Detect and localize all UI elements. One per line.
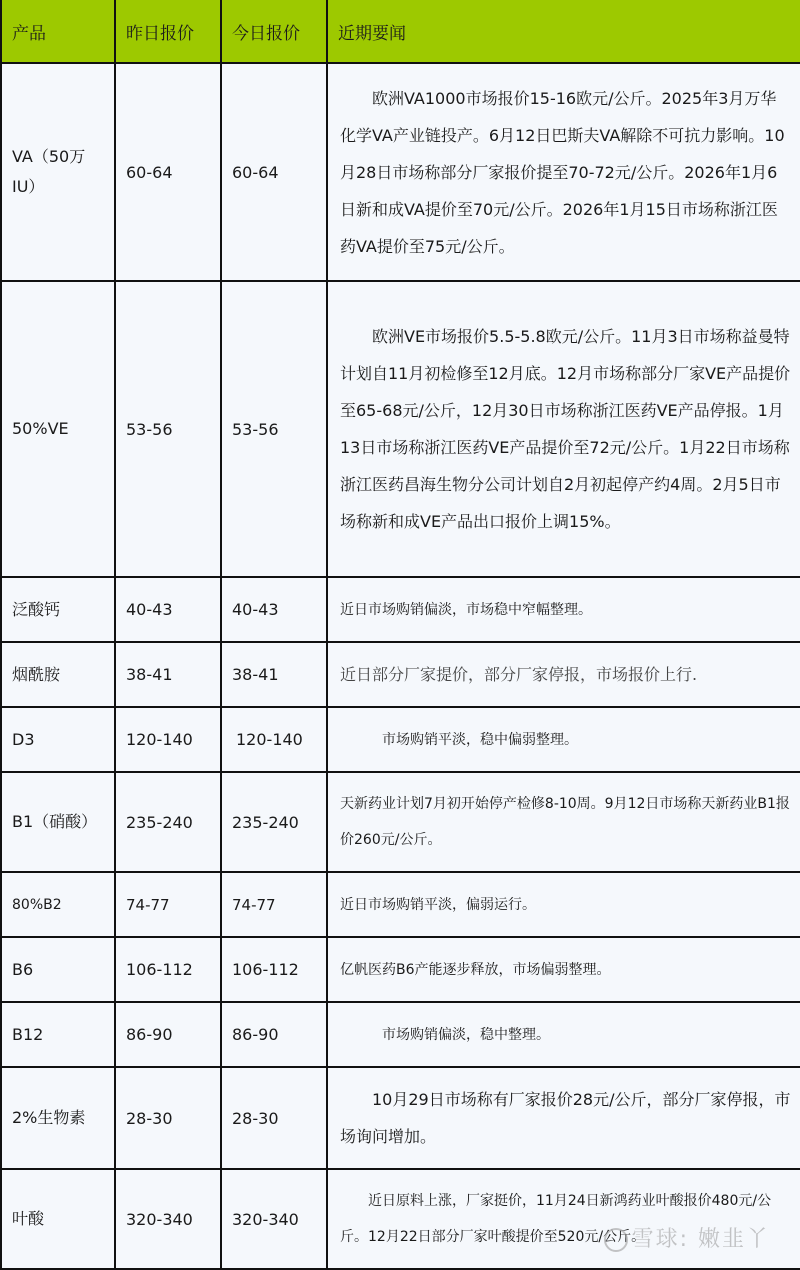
table-row [1,642,800,707]
product-cell: 烟酰胺 [1,642,115,707]
product-cell: B6 [1,937,115,1002]
product-cell: 80%B2 [1,872,115,937]
news-cell: 欧洲VA1000市场报价15-16欧元/公斤。2025年3月万华化学VA产业链投产。6月12日巴斯夫VA解除不可抗力影响。10月28日市场称部分厂家报价提至70-72元/公斤。2026年1月6日新和成VA提价至70元/公斤。2026年1月15日市场称浙江医药VA提价至75元/公斤。 [327,63,800,281]
yesterday-price-cell: 60-64 [115,63,221,281]
header-yesterday-price: 昨日报价 [115,0,221,63]
news-cell: 亿帆医药B6产能逐步释放，市场偏弱整理。 [327,937,800,1002]
yesterday-price-cell: 38-41 [115,642,221,707]
news-cell: 天新药业计划7月初开始停产检修8-10周。9月12日市场称天新药业B1报价260元/公斤。 [327,772,800,872]
yesterday-price-cell: 40-43 [115,577,221,642]
yesterday-price-cell: 120-140 [115,707,221,772]
product-cell: VA（50万IU） [1,63,115,281]
news-cell: 近日市场购销平淡，偏弱运行。 [327,872,800,937]
today-price-cell: 60-64 [221,63,327,281]
news-cell: 市场购销平淡，稳中偏弱整理。 [327,707,800,772]
product-cell: 2%生物素 [1,1067,115,1169]
yesterday-price-cell: 28-30 [115,1067,221,1169]
table-row [1,937,800,1002]
product-cell: 50%VE [1,281,115,577]
news-cell: 市场购销偏淡，稳中整理。 [327,1002,800,1067]
product-cell: D3 [1,707,115,772]
yesterday-price-cell: 235-240 [115,772,221,872]
table-row [1,1002,800,1067]
table-row [1,577,800,642]
news-cell: 近日部分厂家提价，部分厂家停报，市场报价上行. [327,642,800,707]
today-price-cell: 120-140 [221,707,327,772]
news-cell: 近日市场购销偏淡，市场稳中窄幅整理。 [327,577,800,642]
news-cell: 近日原料上涨，厂家挺价，11月24日新鸿药业叶酸报价480元/公斤。12月22日部分厂家叶酸提价至520元/公斤。 [327,1169,800,1269]
yesterday-price-cell: 320-340 [115,1169,221,1269]
yesterday-price-cell: 53-56 [115,281,221,577]
table-row [1,872,800,937]
today-price-cell: 40-43 [221,577,327,642]
today-price-cell: 28-30 [221,1067,327,1169]
product-cell: B12 [1,1002,115,1067]
watermark-text: 雪球: 嫩韭丫 [631,1227,770,1252]
yesterday-price-cell: 106-112 [115,937,221,1002]
table-row [1,707,800,772]
today-price-cell: 86-90 [221,1002,327,1067]
table-row [1,1067,800,1169]
product-cell: 叶酸 [1,1169,115,1269]
table-row [1,281,800,577]
product-cell: 泛酸钙 [1,577,115,642]
header-today-price: 今日报价 [221,0,327,63]
today-price-cell: 320-340 [221,1169,327,1269]
table-row [1,63,800,281]
today-price-cell: 74-77 [221,872,327,937]
table-row [1,772,800,872]
header-product: 产品 [1,0,115,63]
yesterday-price-cell: 74-77 [115,872,221,937]
news-cell: 欧洲VE市场报价5.5-5.8欧元/公斤。11月3日市场称益曼特计划自11月初检修至12月底。12月市场称部分厂家VE产品提价至65-68元/公斤，12月30日市场称浙江医药VE产品停报。1月13日市场称浙江医药VE产品提价至72元/公斤。1月22日市场称浙江医药昌海生物分公司计划自2月初起停产约4周。2月5日市场称新和成VE产品出口报价上调15%。 [327,281,800,577]
product-cell: B1（硝酸） [1,772,115,872]
today-price-cell: 38-41 [221,642,327,707]
today-price-cell: 235-240 [221,772,327,872]
news-cell: 10月29日市场称有厂家报价28元/公斤，部分厂家停报，市场询问增加。 [327,1067,800,1169]
today-price-cell: 106-112 [221,937,327,1002]
yesterday-price-cell: 86-90 [115,1002,221,1067]
table-header-row [1,0,800,63]
today-price-cell: 53-56 [221,281,327,577]
table-row [1,1169,800,1269]
header-recent-news: 近期要闻 [327,0,800,63]
